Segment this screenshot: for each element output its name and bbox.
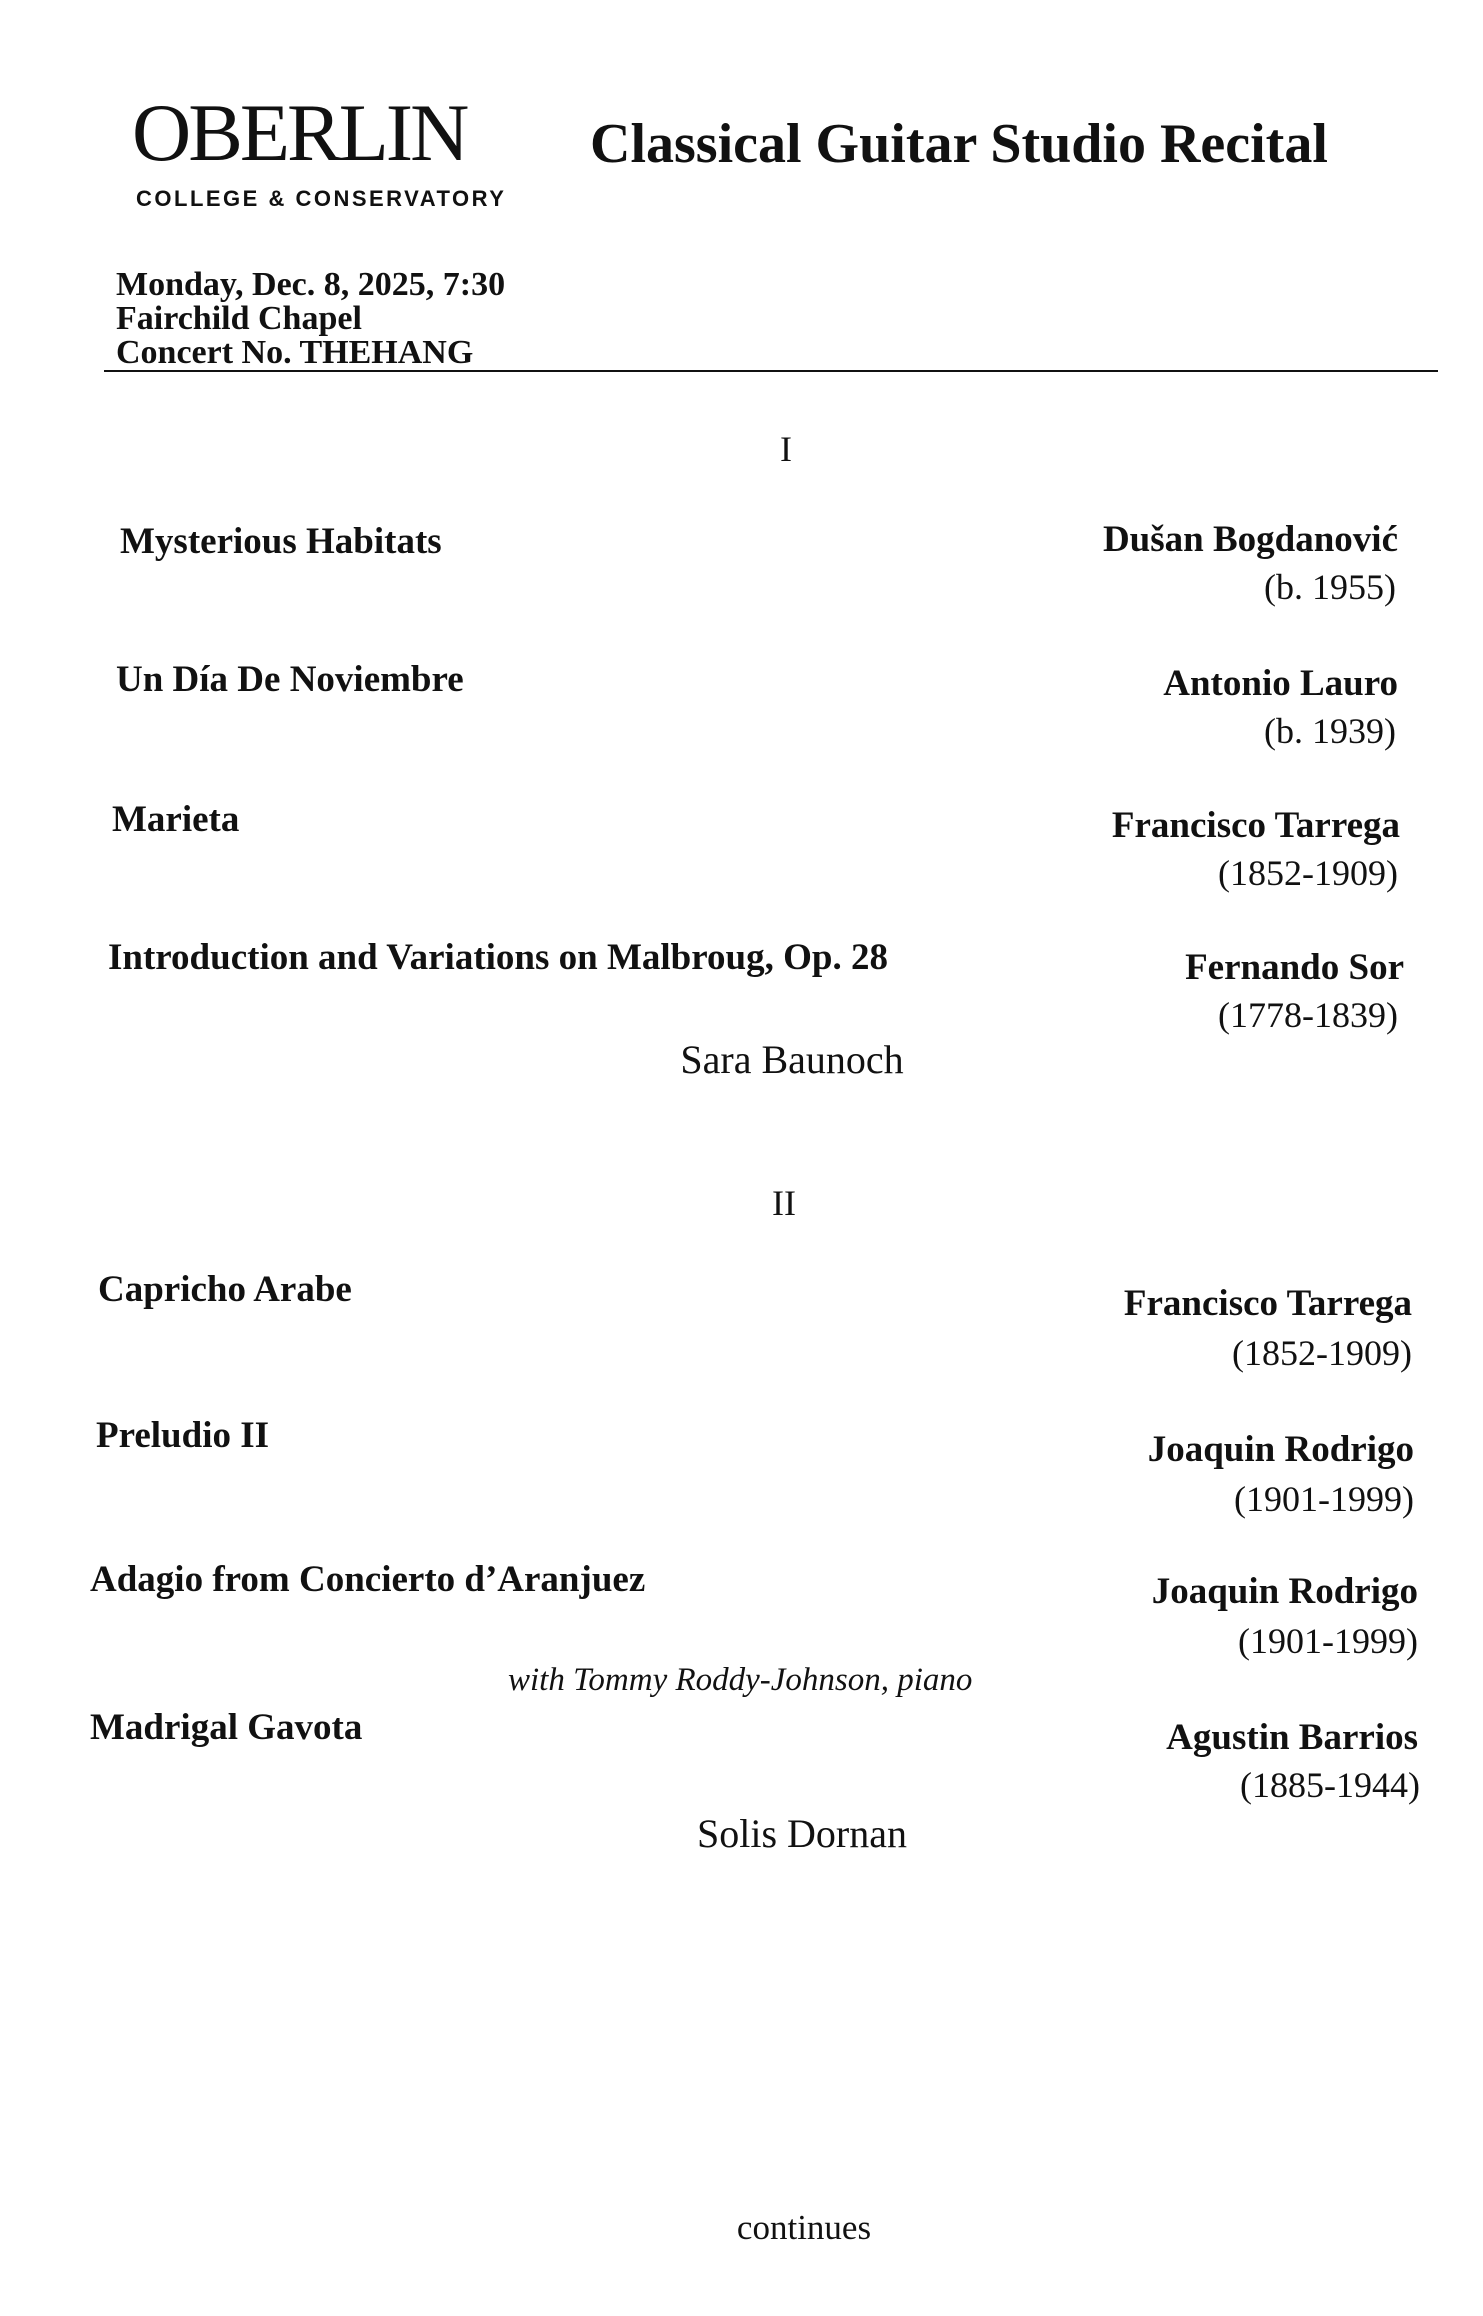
composer-name: Francisco Tarrega <box>1111 805 1400 846</box>
composer-dates: (1901-1999) <box>1234 1479 1414 1519</box>
composer-name: Dušan Bogdanović <box>1102 519 1398 560</box>
work-title: Madrigal Gavota <box>90 1707 363 1748</box>
composer-dates: (1778-1839) <box>1218 995 1398 1035</box>
work-title: Introduction and Variations on Malbroug, Op. 28 <box>108 937 888 978</box>
work-title: Capricho Arabe <box>98 1269 352 1310</box>
continues-note: continues <box>736 2208 872 2247</box>
work-title: Preludio II <box>96 1415 270 1456</box>
oberlin-logo-wordmark: OBERLIN <box>132 87 467 178</box>
section-heading-1: I <box>780 429 792 469</box>
collaborator-credit: with Tommy Roddy-Johnson, piano <box>508 1662 973 1698</box>
work-title: Mysterious Habitats <box>120 521 442 562</box>
composer-name: Joaquin Rodrigo <box>1147 1429 1414 1470</box>
oberlin-logo-subtitle: COLLEGE & CONSERVATORY <box>136 186 507 211</box>
composer-name: Fernando Sor <box>1185 947 1404 988</box>
work-title: Marieta <box>112 799 240 840</box>
composer-dates: (b. 1939) <box>1264 711 1396 751</box>
event-venue: Fairchild Chapel <box>116 300 362 337</box>
composer-name: Joaquin Rodrigo <box>1151 1571 1418 1612</box>
composer-name: Antonio Lauro <box>1163 663 1398 704</box>
composer-name: Agustin Barrios <box>1166 1717 1418 1758</box>
recital-title: Classical Guitar Studio Recital <box>590 113 1328 175</box>
composer-name: Francisco Tarrega <box>1123 1283 1412 1324</box>
header-divider <box>104 370 1438 372</box>
concert-number: Concert No. THEHANG <box>116 334 474 371</box>
composer-dates: (b. 1955) <box>1264 567 1396 607</box>
performer-name: Solis Dornan <box>697 1811 907 1856</box>
composer-dates: (1852-1909) <box>1232 1333 1412 1373</box>
section-heading-2: II <box>772 1183 796 1223</box>
composer-dates: (1852-1909) <box>1218 853 1398 893</box>
work-title: Un Día De Noviembre <box>116 659 464 700</box>
composer-dates: (1885-1944) <box>1240 1765 1420 1805</box>
work-title: Adagio from Concierto d’Aranjuez <box>90 1559 646 1600</box>
composer-dates: (1901-1999) <box>1238 1621 1418 1661</box>
event-date: Monday, Dec. 8, 2025, 7:30 <box>116 266 506 303</box>
performer-name: Sara Baunoch <box>680 1037 904 1082</box>
